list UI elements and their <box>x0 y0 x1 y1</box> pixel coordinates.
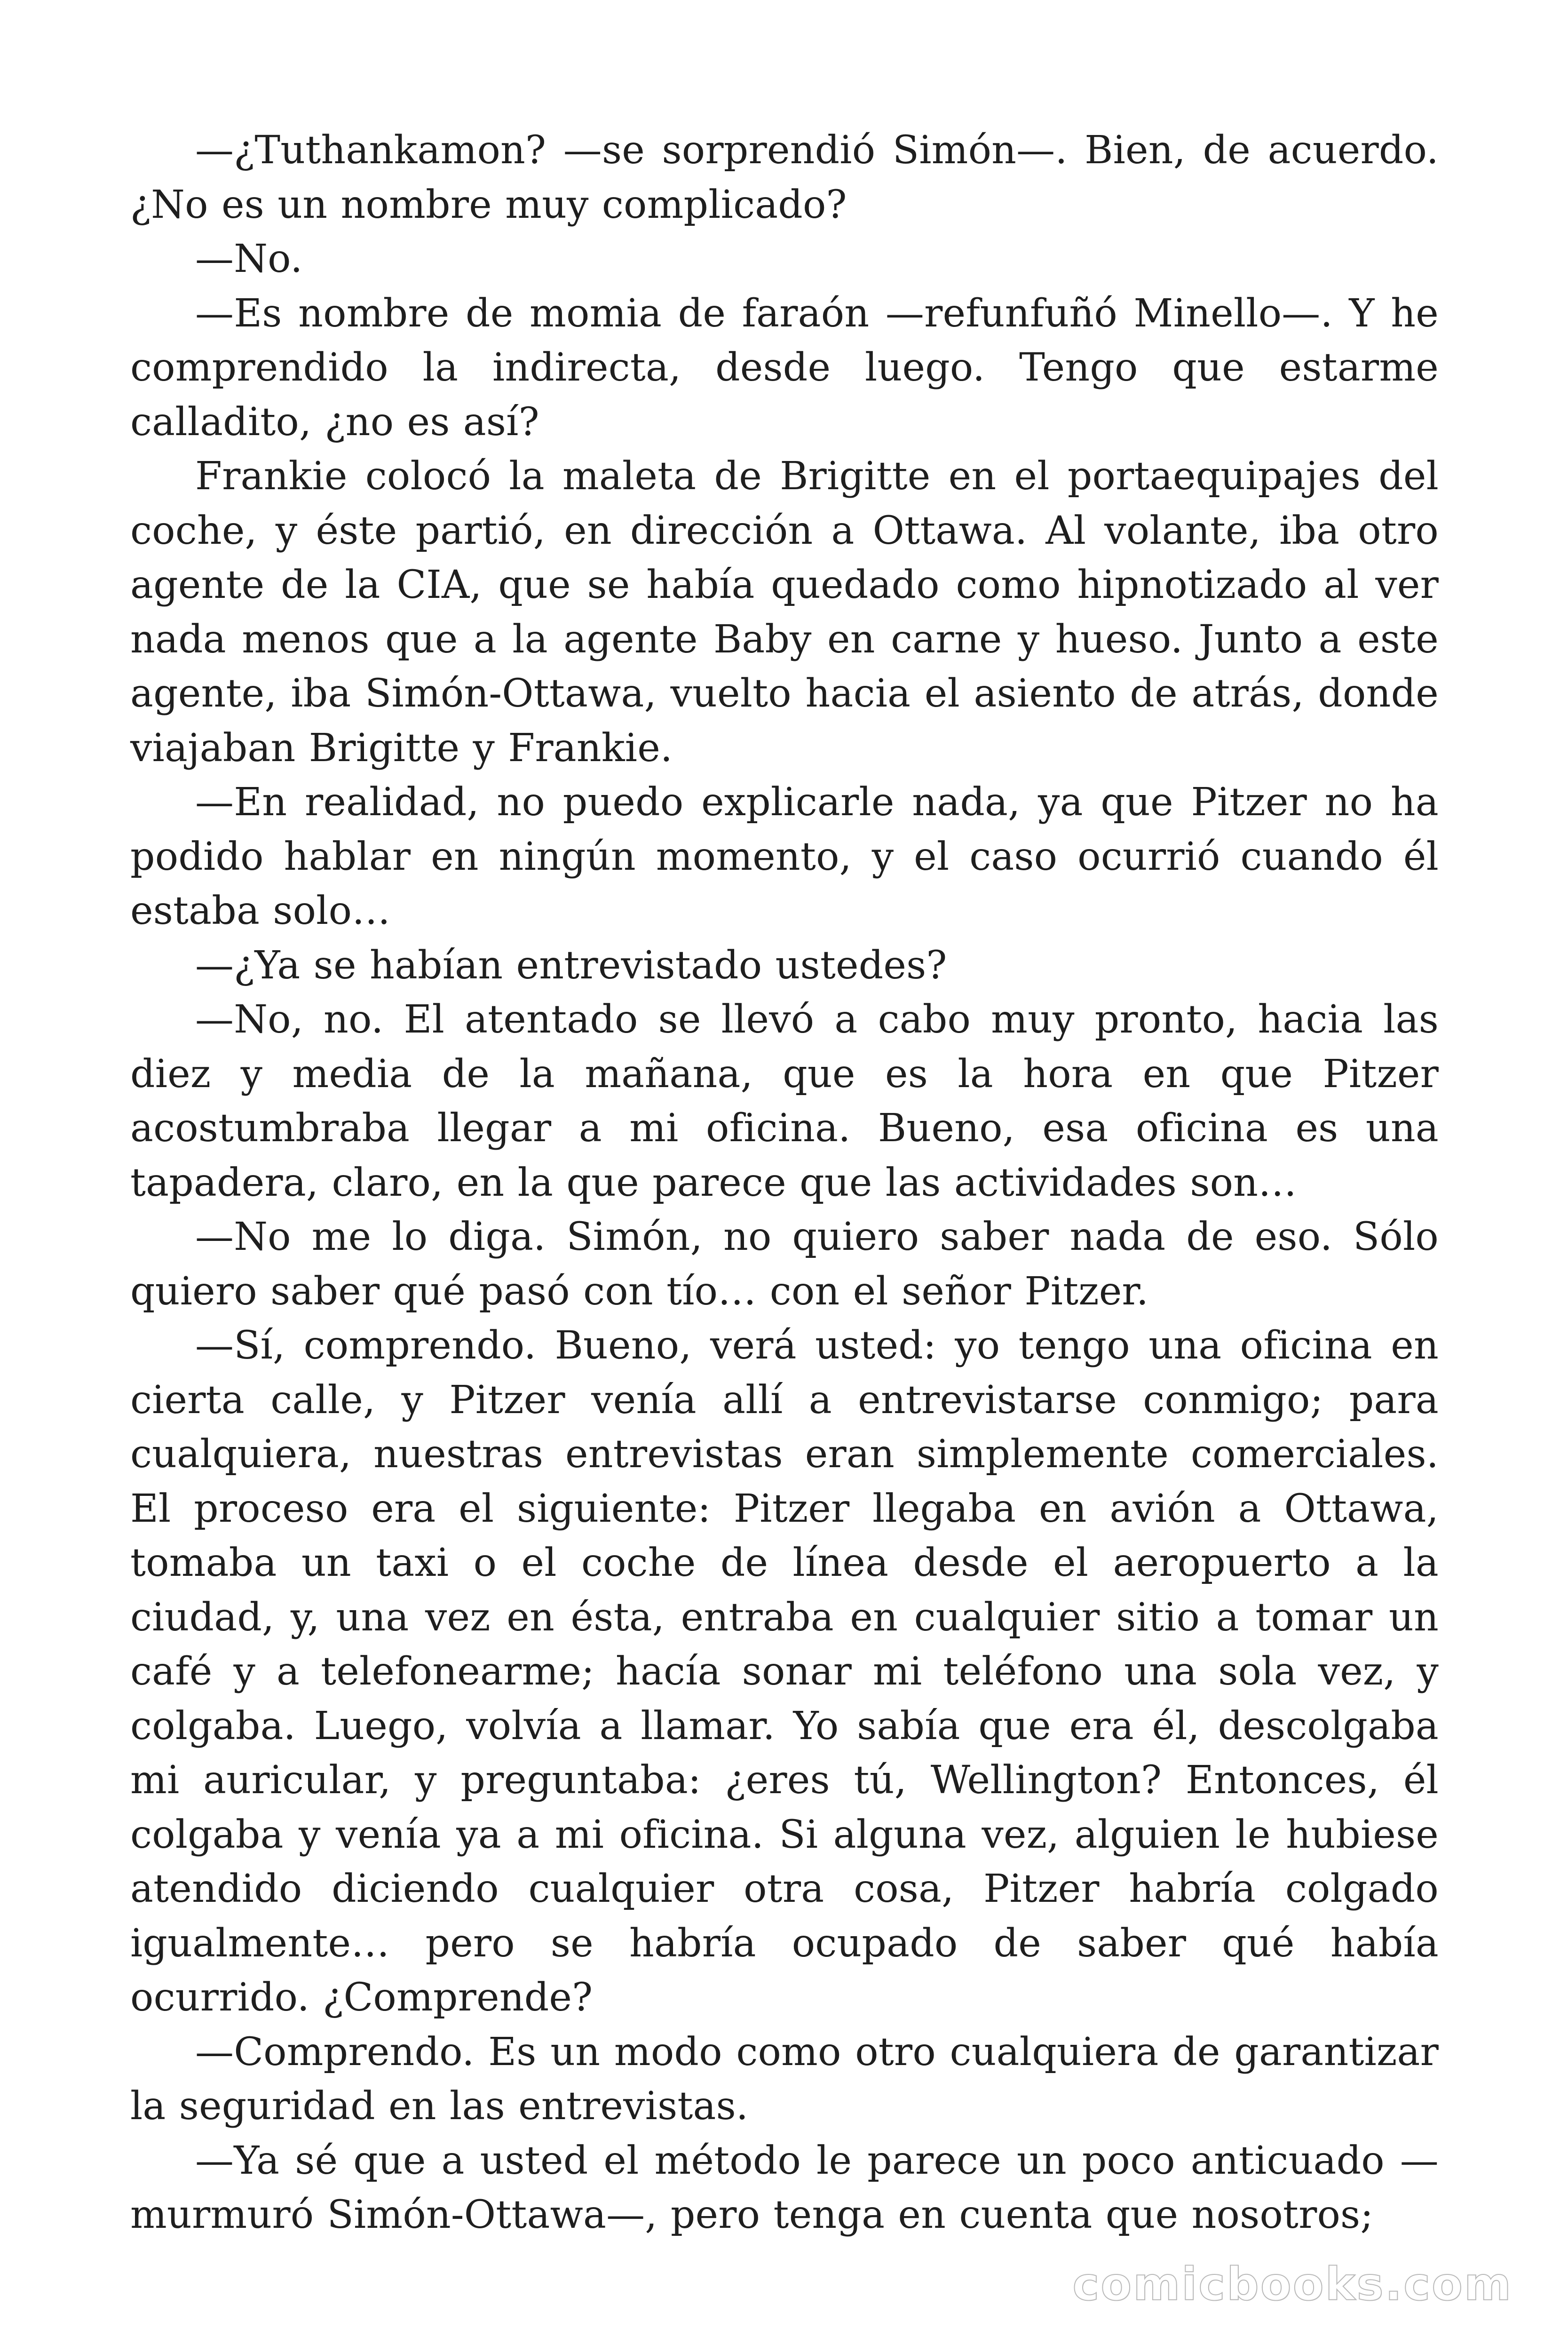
paragraph: —No. <box>195 237 303 281</box>
paragraph: —En realidad, no puedo explicarle nada, ya que Pitzer no ha podido hablar en ningún momento, y el caso ocurrió cuando él estaba solo… <box>130 780 1439 933</box>
paragraph: —Ya sé que a usted el método le parece un poco anticuado — murmuró Simón-Ottawa—, pero tenga en cuenta que nosotros; <box>130 2138 1439 2237</box>
paragraph: —¿Tuthankamon? —se sorprendió Simón—. Bien, de acuerdo. ¿No es un nombre muy complicado? <box>130 128 1439 227</box>
paragraph: —¿Ya se habían entrevistado ustedes? <box>195 943 947 988</box>
paragraph: —No me lo diga. Simón, no quiero saber nada de eso. Sólo quiero saber qué pasó con tío… con el señor Pitzer. <box>130 1215 1439 1314</box>
paragraph: —Sí, comprendo. Bueno, verá usted: yo tengo una oficina en cierta calle, y Pitzer venía allí a entrevistarse conmigo; para cualquiera, nuestras entrevistas eran simplemente comerciales. El proceso era el siguiente: Pitzer llegaba en avión a Ottawa, tomaba un taxi o el coche de línea desde el aeropuerto a la ciudad, y, una vez en ésta, entraba en cualquier sitio a tomar un café y a telefonearme; hacía sonar mi teléfono una sola vez, y colgaba. Luego, volvía a llamar. Yo sabía que era él, descolgaba mi auricular, y preguntaba: ¿eres tú, Wellington? Entonces, él colgaba y venía ya a mi oficina. Si alguna vez, alguien le hubiese atendido diciendo cualquier otra cosa, Pitzer habría colgado igualmente… pero se habría ocupado de saber qué había ocurrido. ¿Comprende? <box>130 1323 1439 2020</box>
watermark: comicbooks.com <box>1072 2258 1513 2311</box>
paragraph: —Es nombre de momia de faraón —refunfuñó Minello—. Y he comprendido la indirecta, desde luego. Tengo que estarme calladito, ¿no es así? <box>130 291 1439 445</box>
paragraph: —Comprendo. Es un modo como otro cualquiera de garantizar la seguridad en las entrevistas. <box>130 2029 1439 2129</box>
page-body <box>130 123 1439 2242</box>
paragraph: —No, no. El atentado se llevó a cabo muy pronto, hacia las diez y media de la mañana, que es la hora en que Pitzer acostumbraba llegar a mi oficina. Bueno, esa oficina es una tapadera, claro, en la que parece que las actividades son… <box>130 997 1439 1205</box>
paragraph: Frankie colocó la maleta de Brigitte en el portaequipajes del coche, y éste partió, en dirección a Ottawa. Al volante, iba otro agente de la CIA, que se había quedado como hipnotizado al ver nada menos que a la agente Baby en carne y hueso. Junto a este agente, iba Simón-Ottawa, vuelto hacia el asiento de atrás, donde viajaban Brigitte y Frankie. <box>130 454 1439 771</box>
